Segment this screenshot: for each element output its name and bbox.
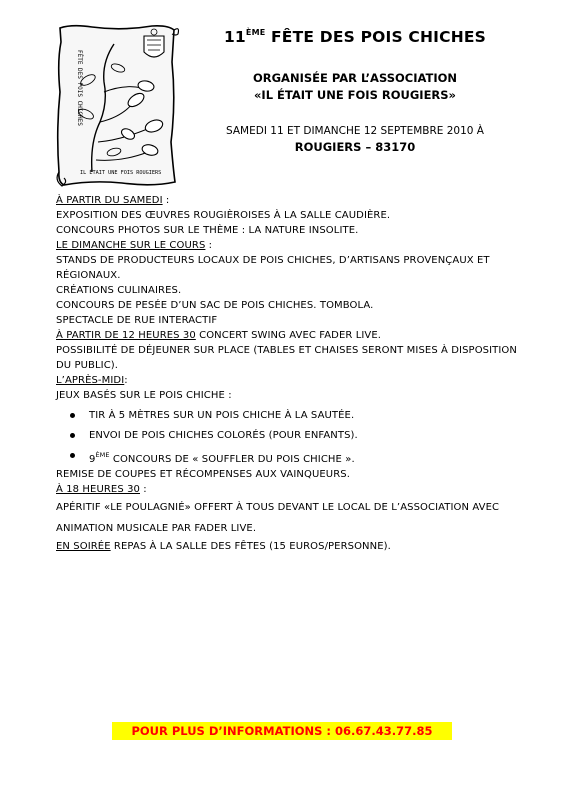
section-apres-midi-heading: L’APRÈS-MIDI: (56, 375, 128, 386)
apres-midi-outro: REMISE DE COUPES ET RÉCOMPENSES AUX VAINQUEURS. (56, 469, 350, 480)
parchment-drawing (52, 22, 180, 190)
midi-detail: POSSIBILITÉ DE DÉJEUNER SUR PLACE (TABLES ET CHAISES SERONT MISES À DISPOSITION DU PUBLIC). (56, 345, 517, 371)
flyer-header (190, 22, 520, 156)
apres-midi-intro: JEUX BASÉS SUR LE POIS CHICHE : (56, 390, 232, 401)
games-list (56, 408, 526, 467)
logo-vertical-text: FÊTE DES POIS CHICHES (76, 50, 83, 126)
event-place: ROUGIERS – 83170 (294, 140, 416, 154)
games-list-item: TIR À 5 MÈTRES SUR UN POIS CHICHE À LA SAUTÉE. (56, 408, 526, 423)
samedi-item: EXPOSITION DES ŒUVRES ROUGIÈROISES À LA SALLE CAUDIÈRE. (56, 210, 391, 221)
section-midi-heading: À PARTIR DE 12 HEURES 30 CONCERT SWING AVEC FADER LIVE. (56, 330, 382, 341)
page-title (190, 22, 520, 48)
contact-info-banner: POUR PLUS D’INFORMATIONS : 06.67.43.77.85 (112, 722, 452, 740)
aperitif-text: APÉRITIF «LE POULAGNIÉ» OFFERT À TOUS DEVANT LE LOCAL DE L’ASSOCIATION AVEC ANIMATION MUSICALE PAR FADER LIVE. (56, 502, 500, 534)
dimanche-item: CRÉATIONS CULINAIRES. (56, 285, 182, 296)
dimanche-item: SPECTACLE DE RUE INTERACTIF (56, 315, 218, 326)
logo-bottom-text: IL ÉTAIT UNE FOIS ROUGIERS (80, 170, 162, 176)
organizer-line-1: ORGANISÉE PAR L’ASSOCIATION (252, 71, 458, 85)
section-soiree: EN SOIRÉE REPAS À LA SALLE DES FÊTES (15 EUROS/PERSONNE). (56, 541, 391, 552)
organizer (190, 70, 520, 104)
title-text: FÊTE DES POIS CHICHES (265, 28, 487, 46)
dimanche-item: STANDS DE PRODUCTEURS LOCAUX DE POIS CHICHES, D’ARTISANS PROVENÇAUX ET RÉGIONAUX. (56, 255, 490, 281)
section-dimanche-heading: LE DIMANCHE SUR LE COURS : (56, 240, 213, 251)
samedi-item: CONCOURS PHOTOS SUR LE THÈME : LA NATURE INSOLITE. (56, 225, 359, 236)
section-samedi-heading: À PARTIR DU SAMEDI : (56, 195, 170, 206)
organizer-line-2: «IL ÉTAIT UNE FOIS ROUGIERS» (253, 88, 456, 102)
title-number: 11 (223, 28, 246, 46)
games-list-item: 9ÈME CONCOURS DE « SOUFFLER DU POIS CHICHE ». (56, 448, 526, 467)
dimanche-item: CONCOURS DE PESÉE D’UN SAC DE POIS CHICHES. TOMBOLA. (56, 300, 374, 311)
title-superscript: ÈME (245, 28, 266, 37)
event-dates: SAMEDI 11 ET DIMANCHE 12 SEPTEMBRE 2010 À (226, 125, 484, 137)
games-list-item: ENVOI DE POIS CHICHES COLORÉS (POUR ENFANTS). (56, 428, 526, 443)
section-18h-heading: À 18 HEURES 30 : (56, 484, 147, 495)
association-logo (52, 22, 180, 190)
program-body (56, 193, 526, 554)
